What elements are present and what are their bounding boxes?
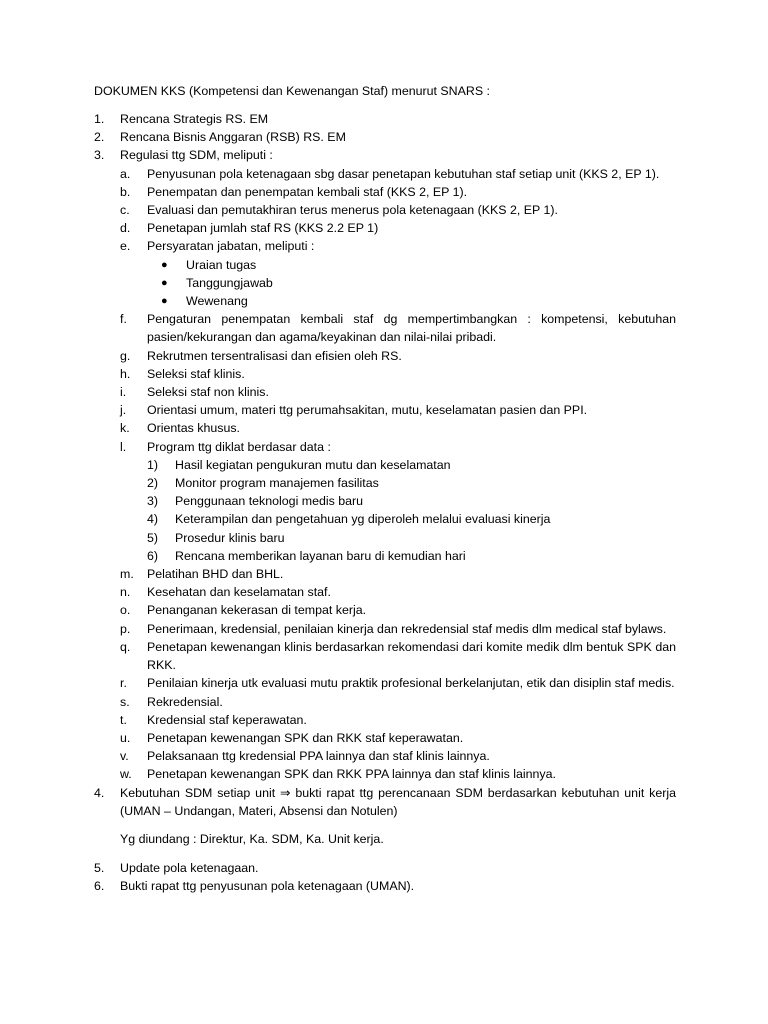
sub-letter: h.	[120, 366, 131, 381]
sub-text: Orientas khusus.	[147, 421, 240, 436]
sub-text: Pelatihan BHD dan BHL.	[147, 567, 284, 582]
sub-text: Penyusunan pola ketenagaan sbg dasar penetapan kebutuhan staf setiap unit (KKS 2, EP 1).	[147, 166, 660, 181]
sub-item-n	[120, 583, 676, 601]
sub-text: Rekrutmen tersentralisasi dan efisien oleh RS.	[147, 348, 402, 363]
sub-item-s	[120, 693, 676, 711]
numbered-item	[147, 529, 676, 547]
sub-letter: a.	[120, 166, 131, 181]
sub-item-d	[120, 219, 676, 237]
sub-letter: q.	[120, 639, 131, 654]
item-text-after: bukti rapat ttg perencanaan SDM berdasarkan kebutuhan unit kerja (UMAN – Undangan, Materi, Absensi dan Notulen)	[120, 785, 677, 818]
sub-item-e	[120, 237, 676, 255]
sub-item-o	[120, 601, 676, 619]
item-text	[94, 784, 676, 820]
numbered-marker: 4)	[147, 512, 159, 527]
sub-letter: i.	[120, 385, 127, 400]
sub-item-i	[120, 383, 676, 401]
sub-text: Seleksi staf non klinis.	[147, 385, 269, 400]
sub-letter: p.	[120, 621, 131, 636]
sub-item-a	[120, 165, 676, 183]
bullet-text: Wewenang	[186, 294, 248, 309]
bullet-icon: ●	[161, 276, 168, 289]
sub-text: Kesehatan dan keselamatan staf.	[147, 585, 331, 600]
item-text: Update pola ketenagaan.	[120, 860, 259, 875]
numbered-item	[147, 510, 676, 528]
numbered-item	[147, 474, 676, 492]
sub-item-b	[120, 183, 676, 201]
sub-text: Persyaratan jabatan, meliputi :	[147, 239, 315, 254]
sub-text: Kredensial staf keperawatan.	[147, 712, 307, 727]
item-number: 1.	[94, 112, 105, 126]
numbered-marker: 2)	[147, 476, 159, 491]
numbered-text: Penggunaan teknologi medis baru	[175, 494, 364, 509]
numbered-text: Hasil kegiatan pengukuran mutu dan keselamatan	[175, 457, 451, 472]
sub-text: Penetapan kewenangan klinis berdasarkan rekomendasi dari komite medik dlm bentuk SPK dan RKK.	[147, 639, 676, 673]
numbered-item	[147, 492, 676, 510]
sub-text: Seleksi staf klinis.	[147, 366, 245, 381]
sub-letter: f.	[120, 312, 127, 327]
sub-item-f	[120, 310, 676, 346]
sub-letter: u.	[120, 730, 131, 745]
document-title: DOKUMEN KKS (Kompetensi dan Kewenangan Staf) menurut SNARS :	[94, 84, 490, 98]
sub-text: Penerimaan, kredensial, penilaian kinerja dan rekredensial staf medis dlm medical staf bylaws.	[147, 621, 667, 636]
numbered-item	[147, 456, 676, 474]
document-list	[94, 110, 676, 895]
item-text-before: Kebutuhan SDM setiap unit	[120, 785, 281, 800]
sub-letter: n.	[120, 585, 131, 600]
item-text: Rencana Bisnis Anggaran (RSB) RS. EM	[120, 130, 346, 145]
sub-item-g	[120, 347, 676, 365]
item-text: Bukti rapat ttg penyusunan pola ketenagaan (UMAN).	[120, 879, 415, 894]
sub-letter: l.	[120, 439, 127, 454]
sub-letter: v.	[120, 749, 129, 764]
sub-text: Rekredensial.	[147, 694, 223, 709]
sub-text: Penempatan dan penempatan kembali staf (KKS 2, EP 1).	[147, 184, 468, 199]
sub-item-u	[120, 729, 676, 747]
sub-item-h	[120, 365, 676, 383]
sub-text: Penilaian kinerja utk evaluasi mutu praktik profesional berkelanjutan, etik dan disiplin staf medis.	[147, 676, 675, 691]
sub-item-t	[120, 711, 676, 729]
list-item-4	[94, 784, 676, 820]
spacer	[94, 848, 676, 859]
numbered-marker: 5)	[147, 530, 159, 545]
item-text: Regulasi ttg SDM, meliputi :	[120, 148, 273, 163]
sub-letter: t.	[120, 712, 127, 727]
list-item-2	[94, 128, 676, 146]
spacer	[94, 820, 676, 830]
sub-item-p	[120, 620, 676, 638]
numbered-text: Rencana memberikan layanan baru di kemudian hari	[175, 548, 466, 563]
sub-item-w	[120, 765, 676, 783]
bullet-icon: ●	[161, 295, 168, 308]
item-number: 6.	[94, 879, 105, 894]
sub-letter: w.	[120, 767, 132, 782]
sub-letter: b.	[120, 184, 131, 199]
sub-text: Penanganan kekerasan di tempat kerja.	[147, 603, 367, 618]
list-item-1	[94, 110, 676, 128]
numbered-item	[147, 547, 676, 565]
sub-text: Pelaksanaan ttg kredensial PPA lainnya dan staf klinis lainnya.	[147, 749, 490, 764]
sub-letter: m.	[120, 567, 134, 582]
sub-letter: e.	[120, 239, 131, 254]
sub-letter: g.	[120, 348, 131, 363]
sub-text: Pengaturan penempatan kembali staf dg mempertimbangkan : kompetensi, kebutuhan pasien/kekurangan dan agama/keyakinan dan nilai-nilai pribadi.	[147, 312, 676, 345]
sub-letter: s.	[120, 694, 130, 709]
bullet-text: Tanggungjawab	[186, 275, 273, 290]
sub-item-c	[120, 201, 676, 219]
item-number: 5.	[94, 860, 105, 875]
sub-item-v	[120, 747, 676, 765]
list-item-6	[94, 877, 676, 895]
bullet-item	[161, 292, 676, 310]
item-text: Rencana Strategis RS. EM	[120, 112, 269, 126]
sub-text: Penetapan kewenangan SPK dan RKK staf keperawatan.	[147, 730, 464, 745]
sub-letter: j.	[120, 403, 127, 418]
numbered-text: Keterampilan dan pengetahuan yg diperoleh melalui evaluasi kinerja	[175, 512, 551, 527]
bullet-icon: ●	[161, 258, 168, 271]
sub-item-j	[120, 401, 676, 419]
numbered-text: Prosedur klinis baru	[175, 530, 285, 545]
sub-letter: r.	[120, 676, 127, 691]
item-number: 4.	[94, 785, 105, 800]
bullet-item	[161, 256, 676, 274]
sub-text: Evaluasi dan pemutakhiran terus menerus pola ketenagaan (KKS 2, EP 1).	[147, 203, 558, 218]
sub-text: Penetapan jumlah staf RS (KKS 2.2 EP 1)	[147, 221, 379, 236]
bullet-text: Uraian tugas	[186, 257, 257, 272]
sub-letter: o.	[120, 603, 131, 618]
list-item-5	[94, 859, 676, 877]
invitees-note: Yg diundang : Direktur, Ka. SDM, Ka. Unit kerja.	[120, 831, 384, 846]
sub-text: Penetapan kewenangan SPK dan RKK PPA lainnya dan staf klinis lainnya.	[147, 767, 556, 782]
numbered-marker: 1)	[147, 457, 159, 472]
sub-item-q	[120, 638, 676, 674]
sub-text: Program ttg diklat berdasar data :	[147, 439, 331, 454]
numbered-text: Monitor program manajemen fasilitas	[175, 476, 379, 491]
item-number: 2.	[94, 130, 105, 145]
bullet-item	[161, 274, 676, 292]
sub-letter: k.	[120, 421, 130, 436]
sub-text: Orientasi umum, materi ttg perumahsakitan, mutu, keselamatan pasien dan PPI.	[147, 403, 588, 418]
sub-item-k	[120, 419, 676, 437]
sub-item-r	[120, 674, 676, 692]
numbered-marker: 3)	[147, 494, 159, 509]
list-item-3	[94, 146, 676, 164]
sub-item-l	[120, 438, 676, 456]
item-number: 3.	[94, 148, 105, 163]
sub-letter: c.	[120, 203, 130, 218]
numbered-marker: 6)	[147, 548, 159, 563]
arrow-icon: ⇒	[280, 785, 291, 800]
sub-item-m	[120, 565, 676, 583]
sub-letter: d.	[120, 221, 131, 236]
